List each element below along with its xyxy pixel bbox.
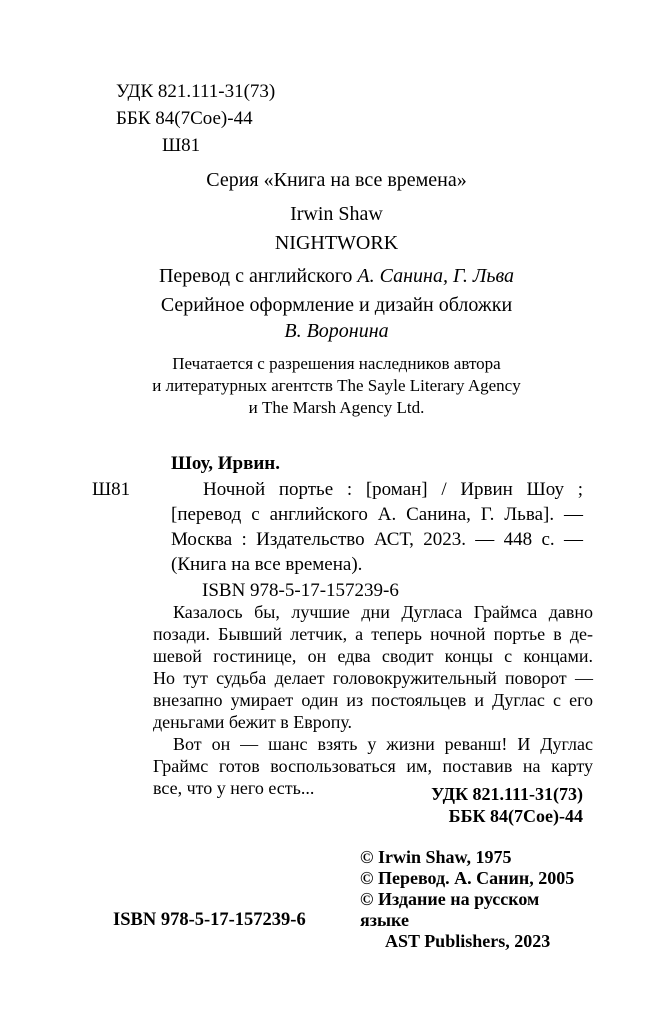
annotation-line: внезапно умирает один из постояльцев и Дуглас с его [153,690,593,710]
copyright-line: © Перевод. А. Санин, 2005 [360,868,575,888]
annotation-line: все, что у него есть... [153,778,315,798]
permission-line: Печатается с разрешения наследников автора [172,354,501,373]
permission-line: и литературных агентств The Sayle Literary Agency [152,376,521,395]
annotation-line: шевой гостинице, он едва сводит концы с концами. [153,646,593,666]
bbk-code-bottom: ББК 84(7Сое)-44 [448,806,583,826]
isbn: ISBN 978-5-17-157239-6 [202,580,399,601]
author-name: Irwin Shaw [290,203,383,225]
translation-label: Перевод с английского [158,265,358,287]
bib-line: [перевод с английского А. Санина, Г. Льва]. — [171,504,583,525]
annotation-line: Но тут судьба делает головокружительный поворот — [153,668,593,688]
bib-author-heading: Шоу, Ирвин. [171,453,280,474]
annotation-line: деньгами бежит в Европу. [153,712,353,732]
copyright-block [360,847,583,952]
bib-description [171,477,583,577]
bbk-code: ББК 84(7Сое)-44 [116,108,253,129]
isbn-bottom: ISBN 978-5-17-157239-6 [113,910,306,930]
book-title: NIGHTWORK [274,232,399,254]
copyright-line: AST Publishers, 2023 [385,931,551,951]
copyright-line: © Издание на русском языке [360,889,540,930]
design-credit [90,292,583,344]
udk-code-bottom: УДК 821.111-31(73) [431,784,583,804]
bib-line: Ночной портье : [роман] / Ирвин Шоу ; [203,479,583,500]
permission-line: и The Marsh Agency Ltd. [248,398,425,417]
page-content [90,0,593,951]
author-sign: Ш81 [162,135,201,156]
design-label: Серийное оформление и дизайн обложки [160,294,513,316]
udk-code: УДК 821.111-31(73) [116,81,276,102]
annotation [153,601,593,799]
bib-author-sign: Ш81 [92,479,131,500]
translation-credit [90,264,583,289]
translator-names: А. Санина, Г. Льва [357,265,515,287]
permission-note [90,353,583,419]
annotation-line: Граймс готов воспользоваться им, поставив на карту [153,756,593,776]
imprint-row [90,847,583,951]
bib-line: (Книга на все времена). [171,554,363,575]
bibliographic-record [90,451,583,603]
copyright-line: © Irwin Shaw, 1975 [360,847,512,867]
designer-name: В. Воронина [284,320,389,342]
top-classification-codes [116,78,583,159]
annotation-line: Казалось бы, лучшие дни Дугласа Граймса давно [173,602,593,622]
annotation-line: позади. Бывший летчик, а теперь ночной портье в де- [153,624,593,644]
bib-line: Москва : Издательство АСТ, 2023. — 448 с. — [171,529,583,550]
annotation-line: Вот он — шанс взять у жизни реванш! И Дуглас [173,734,593,754]
series-title: Серия «Книга на все времена» [206,169,467,191]
